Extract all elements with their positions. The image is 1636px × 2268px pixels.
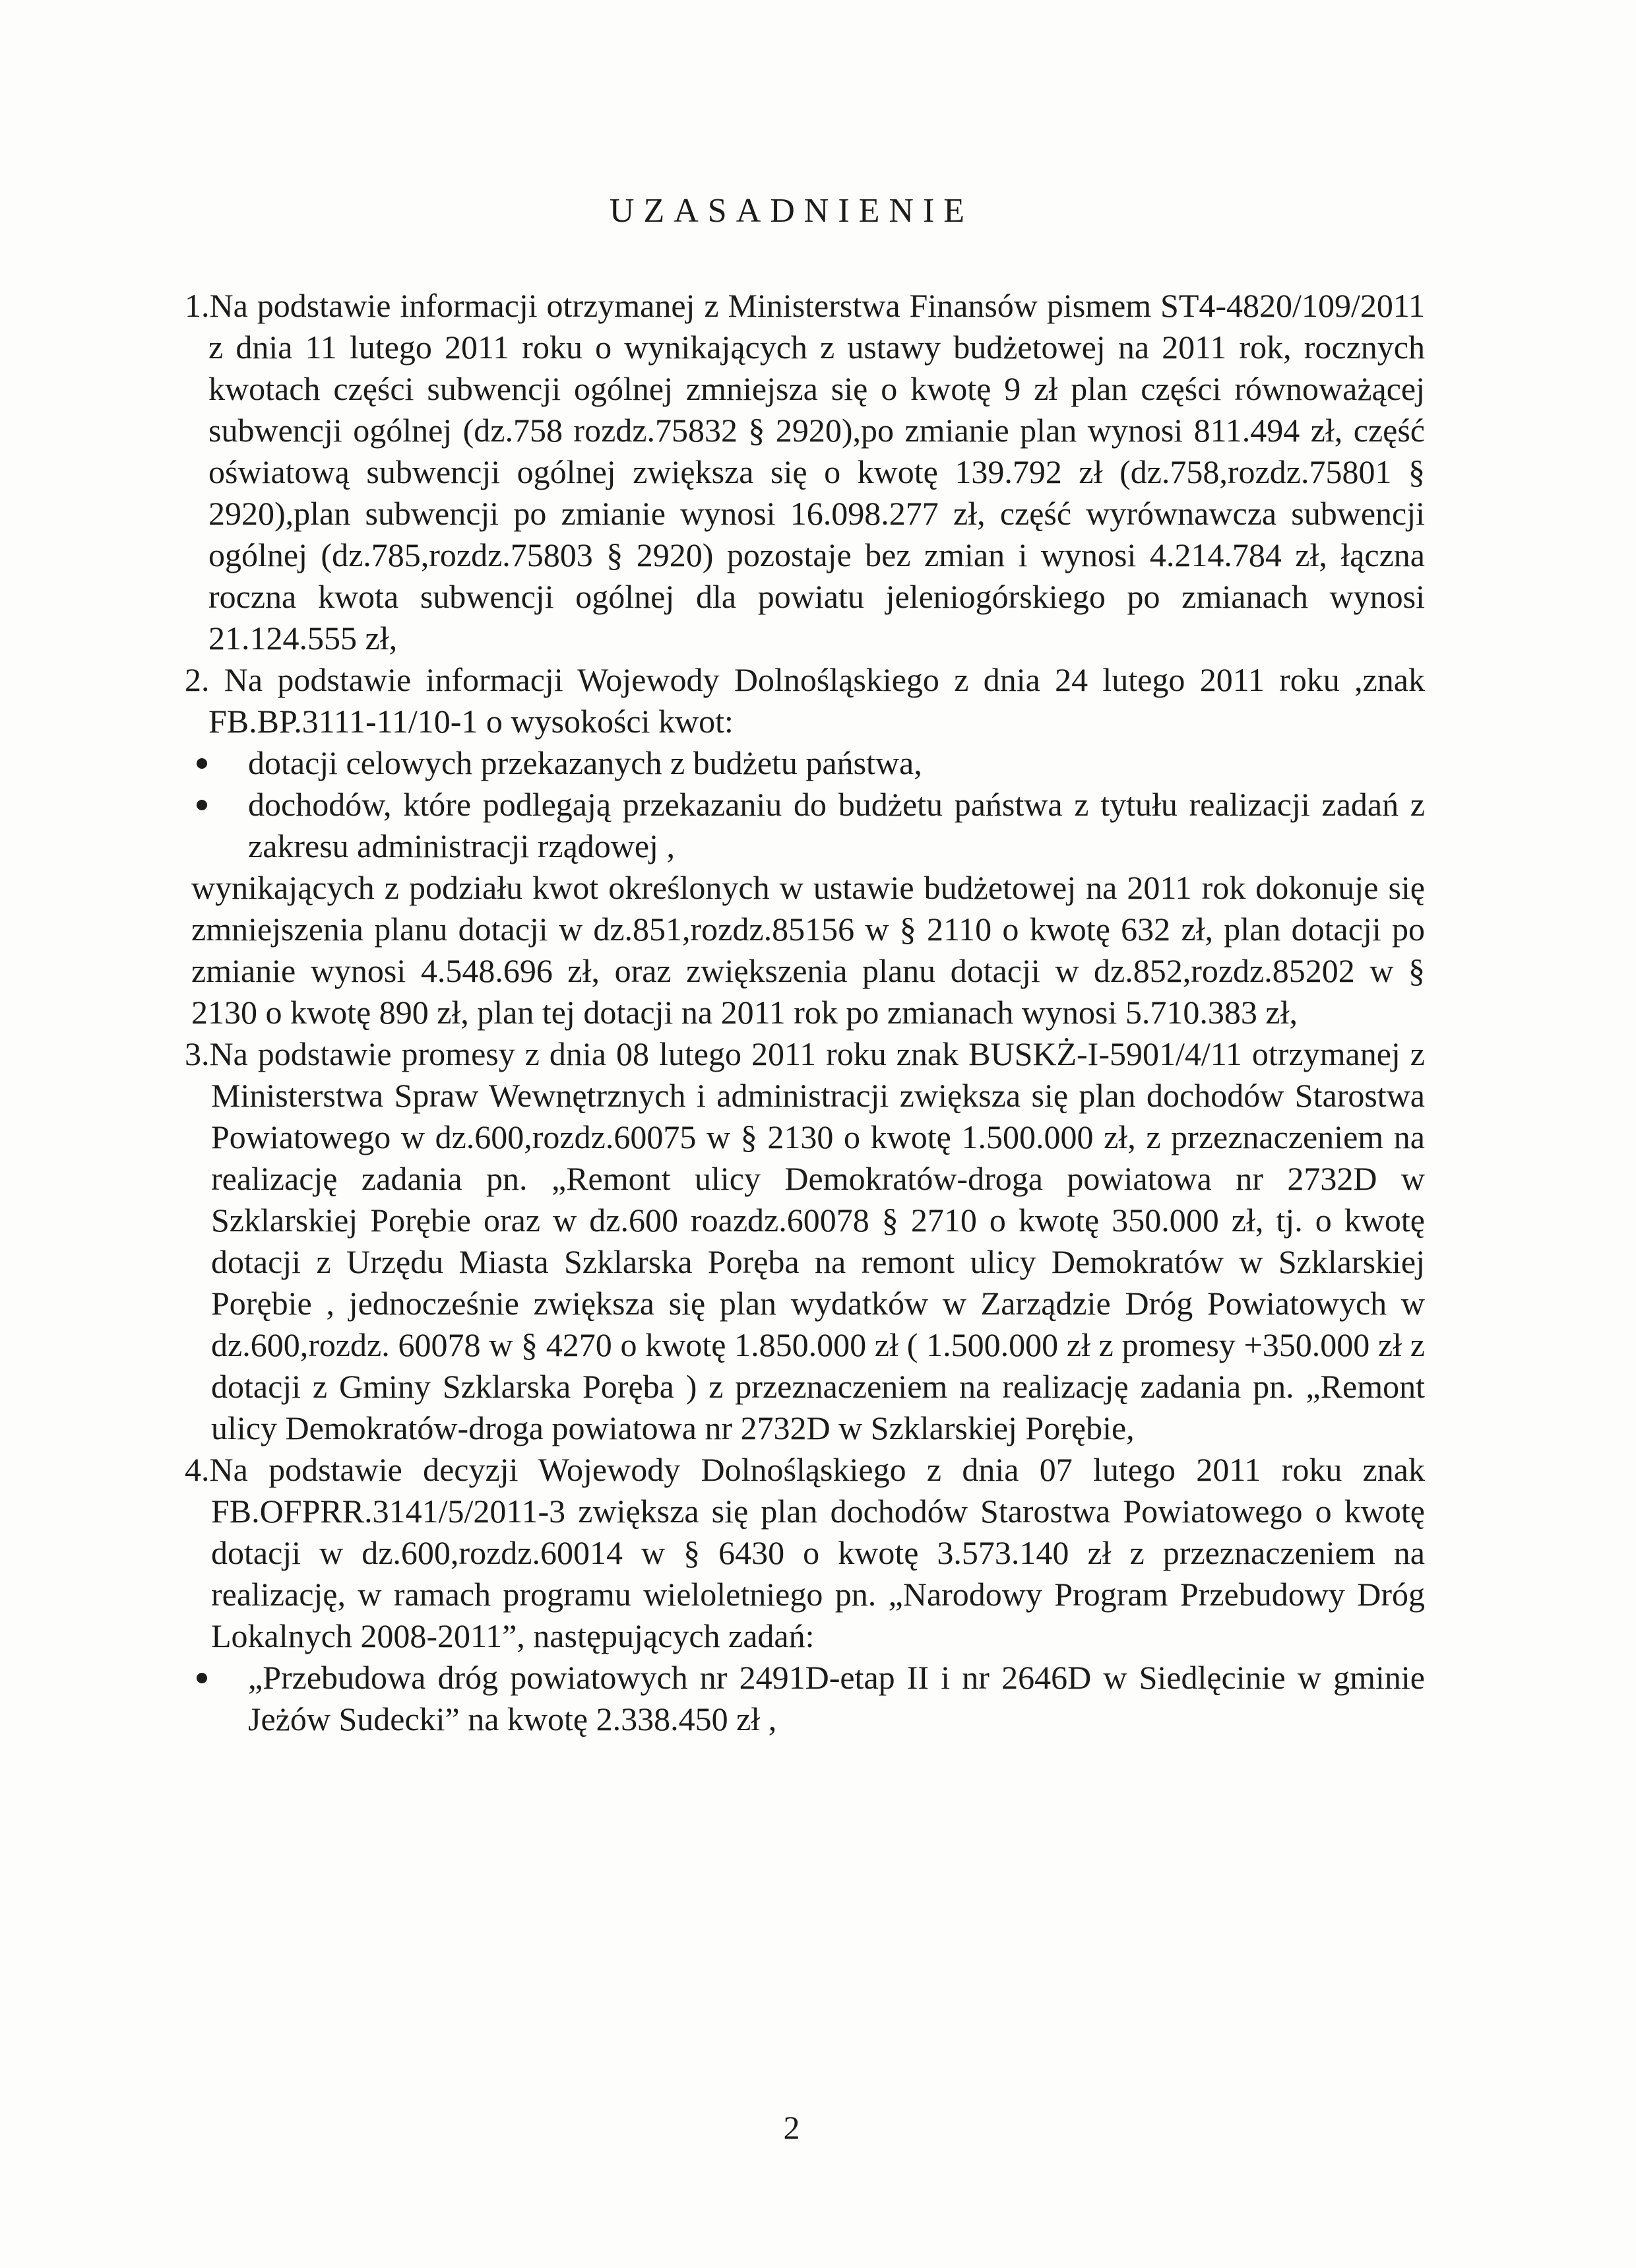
paragraph-1: 1.Na podstawie informacji otrzymanej z Ministerstwa Finansów pismem ST4-4820/109/2011 z dnia 11 lutego 2011 roku o wynikających z ustawy budżetowej na 2011 rok, rocznych kwotach części subwencji ogólnej zmniejsza się o kwotę 9 zł plan części równoważącej subwencji ogólnej (dz.758 rozdz.75832 § 2920),po zmianie plan wynosi 811.494 zł, część oświatową subwencji ogólnej zwiększa się o kwotę 139.792 zł (dz.758,rozdz.75801 § 2920),plan subwencji po zmianie wynosi 16.098.277 zł, część wyrównawcza subwencji ogólnej (dz.785,rozdz.75803 § 2920) pozostaje bez zmian i wynosi 4.214.784 zł, łączna roczna kwota subwencji ogólnej dla powiatu jeleniogórskiego po zmianach wynosi 21.124.555 zł, [185, 287, 1425, 657]
document-title: UZASADNIENIE [609, 192, 974, 230]
paragraph-2-continuation: wynikających z podziału kwot określonych w ustawie budżetowej na 2011 rok dokonuje się zmniejszenia planu dotacji w dz.851,rozdz.85156 w § 2110 o kwotę 632 zł, plan dotacji po zmianie wynosi 4.548.696 zł, oraz zwiększenia planu dotacji w dz.852,rozdz.85202 w § 2130 o kwotę 890 zł, plan tej dotacji na 2011 rok po zmianach wynosi 5.710.383 zł, [191, 869, 1425, 1031]
paragraph-4-intro: 4.Na podstawie decyzji Wojewody Dolnośląskiego z dnia 07 lutego 2011 roku znak FB.OFPRR.3141/5/2011-3 zwiększa się plan dochodów Starostwa Powiatowego o kwotę dotacji w dz.600,rozdz.60014 w § 6430 o kwotę 3.573.140 zł z przeznaczeniem na realizację, w ramach programu wieloletniego pn. „Narodowy Program Przebudowy Dróg Lokalnych 2008-2011”, następujących zadań: [185, 1451, 1425, 1654]
list-item [185, 742, 1425, 784]
bullet-icon [197, 1673, 207, 1683]
bullet-icon [197, 800, 207, 810]
list-item-text: dotacji celowych przekazanych z budżetu państwa, [248, 744, 922, 781]
list-item [185, 784, 1425, 867]
list-item [185, 1657, 1425, 1740]
bullet-icon [197, 758, 207, 769]
paragraph-2-intro: 2. Na podstawie informacji Wojewody Dolnośląskiego z dnia 24 lutego 2011 roku ,znak FB.BP.3111-11/10-1 o wysokości kwot: [185, 661, 1425, 740]
paragraph-4-bullet-list [185, 1657, 1425, 1740]
document-body [185, 285, 1425, 1740]
list-item-text: dochodów, które podlegają przekazaniu do budżetu państwa z tytułu realizacji zadań z zakresu administracji rządowej , [248, 786, 1425, 864]
paragraph-3: 3.Na podstawie promesy z dnia 08 lutego 2011 roku znak BUSKŻ-I-5901/4/11 otrzymanej z Ministerstwa Spraw Wewnętrznych i administracji zwiększa się plan dochodów Starostwa Powiatowego w dz.600,rozdz.60075 w § 2130 o kwotę 1.500.000 zł, z przeznaczeniem na realizację zadania pn. „Remont ulicy Demokratów-droga powiatowa nr 2732D w Szklarskiej Porębie oraz w dz.600 roazdz.60078 § 2710 o kwotę 350.000 zł, tj. o kwotę dotacji z Urzędu Miasta Szklarska Poręba na remont ulicy Demokratów w Szklarskiej Porębie , jednocześnie zwiększa się plan wydatków w Zarządzie Dróg Powiatowych w dz.600,rozdz. 60078 w § 4270 o kwotę 1.850.000 zł ( 1.500.000 zł z promesy +350.000 zł z dotacji z Gminy Szklarska Poręba ) z przeznaczeniem na realizację zadania pn. „Remont ulicy Demokratów-droga powiatowa nr 2732D w Szklarskiej Porębie, [185, 1035, 1425, 1446]
list-item-text: „Przebudowa dróg powiatowych nr 2491D-etap II i nr 2646D w Siedlęcinie w gminie Jeżów Sudecki” na kwotę 2.338.450 zł , [248, 1659, 1425, 1737]
page-number: 2 [783, 2109, 800, 2146]
paragraph-2-bullet-list [185, 742, 1425, 867]
